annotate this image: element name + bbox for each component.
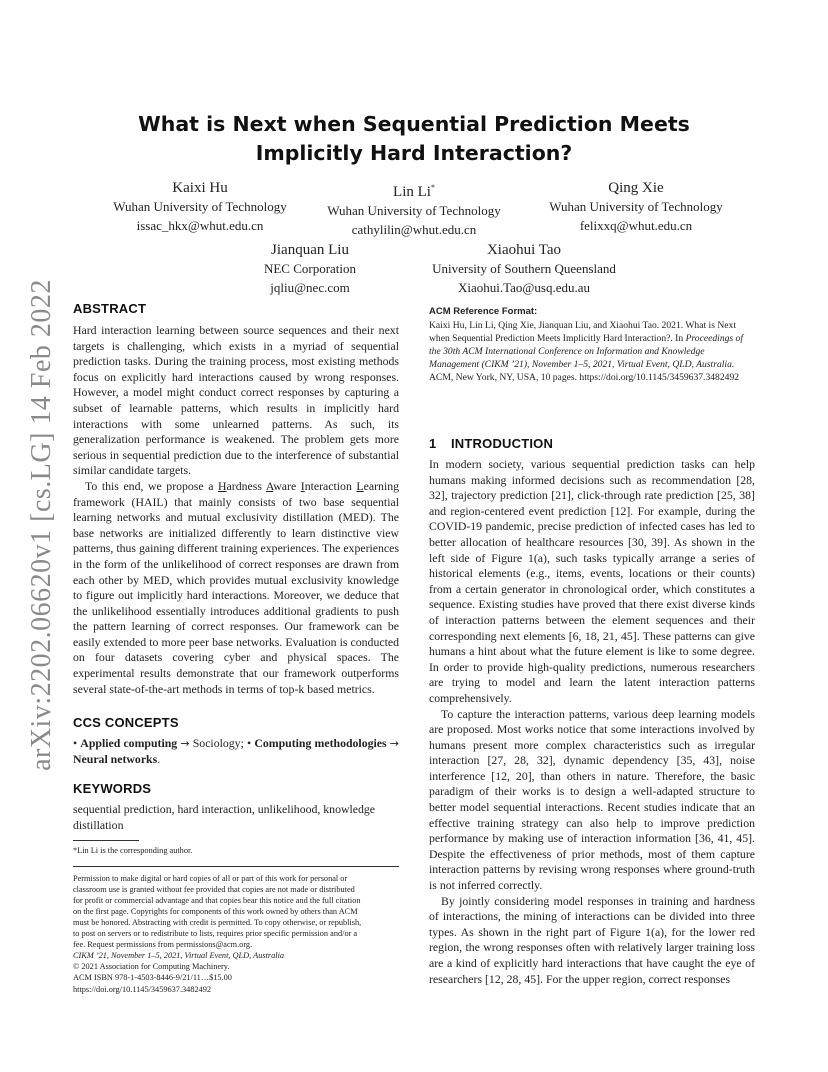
author-name: Xiaohui Tao [486,242,562,258]
author-block [516,178,756,235]
isbn-line: ACM ISBN 978-1-4503-8446-9/21/11…$15.00 [73,973,232,983]
arrow-icon: → [180,737,190,751]
author-name: Kaixi Hu [172,180,228,196]
author-affiliation: University of Southern Queensland [432,261,616,276]
author-name: Lin Li [393,184,431,200]
title-line-2: Implicitly Hard Interaction? [255,141,573,165]
author-name: Jianquan Liu [271,242,349,258]
introduction-paragraph-1: In modern society, various sequential prediction tasks can help humans making informed decisions such as recommendation [28, 32], trajectory prediction [21], click-through rate prediction [25, 38] and region-centered event prediction [12]. For example, during the COVID-19 pandemic, precise prediction of infected cases has led to better allocation of healthcare resources [30, 39]. As shown in the left side of Figure 1(a), such tasks typically arrange a series of historical elements (e.g., items, events, locations or their counts) from a certain generator in chronological order, which constitutes a sequence. Existing studies have proved that there exist diverse kinds of interaction patterns between the element sequences and their corresponding next elements [6, 18, 21, 45]. These patterns can give humans a hint about what the future element is like to some degree. In order to provide high-quality predictions, numerous researchers are trying to model and learn the latent interaction patterns comprehensively. [429,457,755,705]
right-column [429,300,755,987]
paper-title [100,110,728,168]
acm-reference-text: Kaixi Hu, Lin Li, Qing Xie, Jianquan Liu, and Xiaohui Tao. 2021. What is Next when Sequential Prediction Meets Implicitly Hard Interaction?. In Proceedings of the 30th ACM International Conference on Information and Knowledge Management (CIKM ’21), November 1–5, 2021, Virtual Event, QLD, Australia. ACM, New York, NY, USA, 10 pages. https://doi.org/10.1145/3459637.3482492 [429,320,744,383]
copyright-line: © 2021 Association for Computing Machinery. [73,962,230,972]
author-block [294,178,534,239]
author-email: cathylilin@whut.edu.cn [351,221,477,237]
author-block [190,240,430,297]
abstract-heading: ABSTRACT [73,301,147,316]
author-email: felixxq@whut.edu.cn [579,217,693,233]
section-title: INTRODUCTION [451,436,554,451]
author-email: jqliu@nec.com [270,279,350,295]
permission-line: must be honored. Abstracting with credit is permitted. To copy otherwise, or republish, [73,918,362,927]
doi-link[interactable]: https://doi.org/10.1145/3459637.3482492 [73,984,212,994]
title-line-1: What is Next when Sequential Prediction Meets [138,112,690,136]
section-number: 1 [429,436,437,451]
introduction-paragraph-2: To capture the interaction patterns, various deep learning models are proposed. Most works notice that some interactions involved by humans present more complex characteristics such as irregular interaction [27, 28, 32], dynamic dependency [35, 43], noise interference [12, 20], than others in nature. Therefore, the basic paradigm of their works is to design a well-adapted structure to better model sequential interactions. Recent studies indicate that an effective training strategy can also help to improve prediction performance by making use of interaction information [36, 41, 45]. Despite the effectiveness of prior methods, most of them capture interaction patterns by revising wrong responses where ground-truth is not inferred correctly. [429,706,755,893]
corresponding-author-footnote: *Lin Li is the corresponding author. [73,845,193,855]
author-affiliation: NEC Corporation [263,261,357,276]
author-email: Xiaohui.Tao@usq.edu.au [457,279,590,295]
permission-divider [73,866,399,867]
permission-line: for profit or commercial advantage and that copies bear this notice and the full citation [73,895,361,905]
author-block [80,178,320,235]
footnote-divider [73,840,139,841]
author-block [404,240,644,297]
introduction-paragraph-3: By jointly considering model responses in training and hardness of interactions, the mining of interactions can be divided into three types. As shown in the right part of Figure 1(a), for the lower red region, the wrong responses often with relatively larger training loss are a kind of explicitly hard interactions that have caught the eye of researchers [12, 28, 45]. For the upper region, correct responses [429,893,755,986]
abstract-paragraph-2: To this end, we propose a Hardness Aware Interaction Learning framework (HAIL) that mainly consists of two base sequential learning networks and mutual exclusivity distillation (MED). The base networks are initialized differently to learn distinctive view patterns, thus gaining different training experiences. The experiences in the form of the unlikelihood of correct responses are drawn from each other by MED, which provides mutual exclusivity knowledge to figure out implicitly hard interactions. Moreover, we deduce that the unlikelihood essentially introduces additional gradients to push the pattern learning of correct responses. Our framework can be easily extended to more peer base networks. Evaluation is conducted on four datasets covering cyber and physical spaces. The experimental results demonstrate that our framework outperforms several state-of-the-art methods in terms of top-k based metrics. [73,478,400,696]
abstract-paragraph-1: Hard interaction learning between source sequences and their next targets is challenging, which exists in a myriad of sequential prediction tasks. During the training process, most existing methods focus on explicitly hard interactions caused by wrong responses. However, a model might conduct correct responses by capturing a subset of learnable patterns, which results in implicitly hard interactions with some unlearned patterns. As such, its generalization performance is weakened. The problem gets more serious in sequential prediction due to the interference of substantial similar candidate targets. [73,323,399,478]
ccs-concepts: • Applied computing → Sociology; • Computing methodologies → Neural networks. [73,736,399,766]
author-affiliation: Wuhan University of Technology [113,199,287,214]
author-name: Qing Xie [608,180,664,196]
permission-line: on the first page. Copyrights for components of this work owned by others than ACM [73,906,358,916]
arrow-icon: → [389,737,399,751]
ccs-heading: CCS CONCEPTS [73,715,179,731]
acm-reference-heading: ACM Reference Format: [429,306,538,317]
arxiv-identifier-text: arXiv:2202.06620v1 [cs.LG] 14 Feb 2022 [26,279,58,771]
author-email: issac_hkx@whut.edu.cn [136,217,264,233]
corresponding-mark: * [430,183,435,192]
permission-line: fee. Request permissions from permissions@acm.org. [73,940,253,950]
author-affiliation: Wuhan University of Technology [549,199,723,214]
permission-line: to post on servers or to redistribute to lists, requires prior specific permission and/or a [73,929,358,939]
author-affiliation: Wuhan University of Technology [327,203,501,218]
arxiv-identifier [22,279,62,771]
keywords-heading: KEYWORDS [73,781,152,797]
introduction-heading [429,436,755,451]
permission-block [73,873,399,995]
left-column [73,300,399,995]
venue-line: CIKM ’21, November 1–5, 2021, Virtual Event, QLD, Australia [73,951,285,961]
permission-line: classroom use is granted without fee provided that copies are not made or distributed [73,884,355,894]
permission-line: Permission to make digital or hard copies of all or part of this work for personal or [73,873,348,883]
keywords-text: sequential prediction, hard interaction, unlikelihood, knowledge distillation [73,802,376,833]
